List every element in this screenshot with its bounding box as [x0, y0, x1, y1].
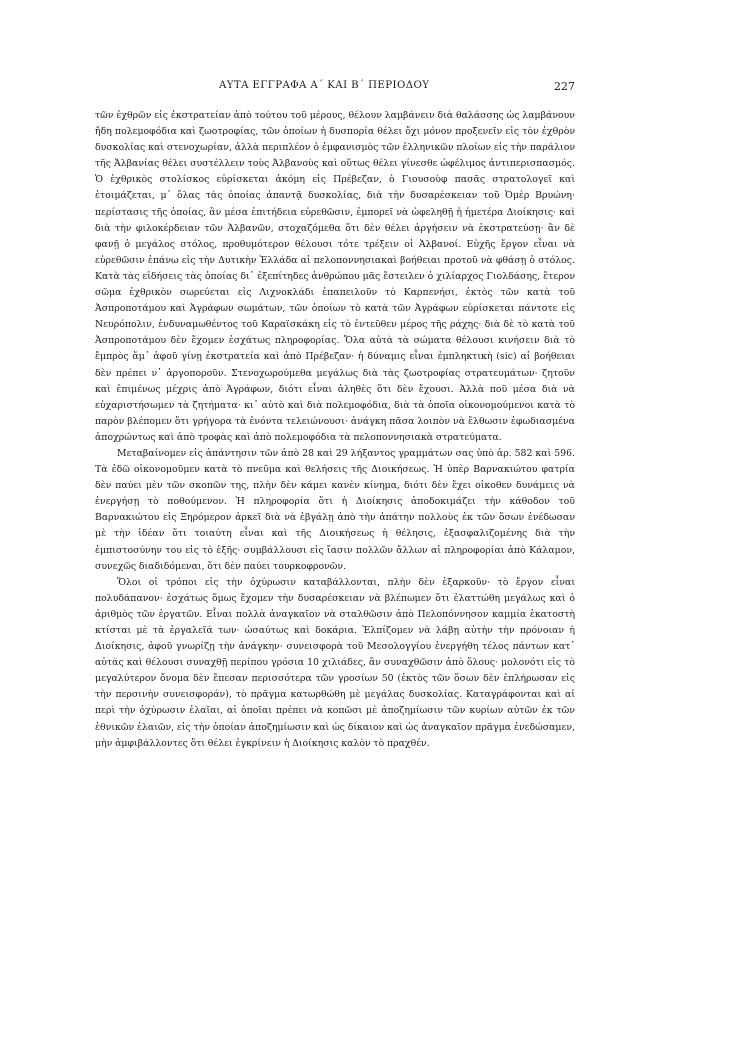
paragraph-3: Ὅλοι οἱ τρόποι εἰς τὴν ὀχύρωσιν καταβάλλονται, πλὴν δὲν ἐξαρκοῦν· τὸ ἔργον εἶναι πολυδάπανον· ἐσχάτως ὅμως ἔχομεν τὴν δυσαρέσκειαν νὰ βλέπωμεν ὅτι ἐλαττώθη μεγάλως καὶ ὁ ἀριθμὸς τῶν ἐργατῶν. Εἶναι πολλὰ ἀναγκαῖον νὰ σταλθῶσιν ἀπὸ Πελοπόννησον καμμία ἑκατοστὴ κτίσται μὲ τὰ ἐργαλεῖά των· ὡσαύτως καὶ δοκάρια. Ἐλπίζομεν νὰ λάβῃ αὐτὴν τὴν πρόνοιαν ἡ Διοίκησις, ἀφοῦ γνωρίζῃ τὴν ἀνάγκην· συνεισφορὰ τοῦ Μεσολογγίου ἐνεργήθη τέλος πάντων κατ᾽ αὐτὰς καὶ θέλουσι συναχθῇ περίπου γρόσια 10 χιλιάδες, ἂν συναχθῶσιν ἀπὸ ὅλους· μολονότι εἰς τὸ μεγαλύτερον ὄνομα δὲν ἔπεσαν περισσότερα τῶν γροσίων 50 (ἐκτὸς τῶν ὅσων δὲν ἐπλήρωσαν εἰς τὴν περσινὴν συνεισφοράν), τὸ πρᾶγμα κατωρθώθη μὲ μεγάλας δυσκολίας. Καταγράφονται καὶ αἱ περὶ τὴν ὀχύρωσιν ἐλαῖαι, αἱ ὁποῖαι πρέπει νὰ κοπῶσι μὲ ἀποζημίωσιν τῶν κυρίων αὐτῶν ἐκ τῶν ἐθνικῶν ἐλαιῶν, εἰς τὴν ὁποίαν ἀποζημίωσιν καὶ ὡς δίκαιον καὶ ὡς ἀναγκαῖον πρᾶγμα ἐνεδώσαμεν, μὴν ἀμφιβάλλοντες ὅτι θέλει ἐγκρίνειν ἡ Διοίκησις καλὸν τὸ πραχθέν.: [95, 576, 575, 749]
page-number: 227: [554, 80, 575, 93]
paragraph-1: τῶν ἐχθρῶν εἰς ἐκστρατείαν ἀπὸ τούτου τοῦ μέρους, θέλουν λαμβάνειν διὰ θαλάσσης ὡς λαμβάνουν ἤδη πολεμοφόδια καὶ ζωοτροφίας, τῶν ὁποίων ἡ δυσπορία θέλει ὄχι μόνον προξενεῖν εἰς τὸν ἐχθρὸν δυσκολίας καὶ στενοχωρίαν, ἀλλὰ περιπλέον ὁ ἐμφανισμὸς τῶν ἑλληνικῶν πλοίων εἰς τὴν παράλιον τῆς Ἀλβανίας θέλει συστέλλειν τοὺς Ἀλβανοὺς καὶ οὕτως θέλει γίνεσθε ὠφέλιμος ἀντιπερισπασμός. Ὁ ἐχθρικὸς στολίσκος εὑρίσκεται ἀκόμη εἰς Πρέβεζαν, ὁ Γιουσοὺφ πασᾶς στρατολογεῖ καὶ ἑτοιμάζεται, μ᾽ ὅλας τὰς ὁποίας ἀπαντᾷ δυσκολίας, διὰ τὴν δυσαρέσκειαν τοῦ Ὀμὲρ Βρυώνη· περίστασις τῆς ὁποίας, ἂν μέσα ἐπιτήδεια εὑρεθῶσιν, ἐμπορεῖ νὰ ὠφεληθῇ ἡ ἡμετέρα Διοίκησις· καὶ διὰ τὴν φιλοκέρδειαν τῶν Ἀλβανῶν, στοχαζόμεθα ὅτι δὲν θέλει ἀργήσειν νὰ ἐκστρατεύσῃ· ἂν δὲ φανῇ ὁ μεγάλος στόλος, προθυμότερον θέλουσι τότε τρέξειν οἱ Ἀλβανοί. Εὐχῆς ἔργον εἶναι νὰ εὑρεθῶσιν ἐπάνω εἰς τὴν Δυτικὴν Ἑλλάδα αἱ πελοποννησιακαὶ βοήθειαι προτοῦ νὰ φθάσῃ ὁ στόλος. Κατὰ τὰς εἰδήσεις τὰς ὁποίας δι᾽ ἐξεπίτηδες ἀνθρώπου μᾶς ἔστειλεν ὁ χιλίαρχος Γιολδάσης, ἕτερον σῶμα ἐχθρικὸν σωρεύεται εἰς Λιχνοκλάδι ἐπαπειλοῦν τὸ Καρπενήσι, ἐκτὸς τῶν κατὰ τοῦ Ἀσπροποτάμου καὶ Ἀγράφων σωμάτων, τῶν ὁποίων τὸ κατὰ τῶν Ἀγράφων εὑρίσκεται πάντοτε εἰς Νευρόπολιν, ἐνδυναμωθέντος τοῦ Καραϊσκάκη εἰς τὸ ἐντεῦθεν μέρος τῆς ράχης· διὰ δὲ τὸ κατὰ τοῦ Ἀσπροποτάμου δὲν ἔχομεν ἐσχάτως πληροφορίας. Ὅλα αὐτὰ τὰ σώματα θέλουσι κινήσειν διὰ τὸ ἔμπρὸς ἅμ᾽ ἀφοῦ γίνῃ ἐκστρατεία καὶ ἀπὸ Πρέβεζαν· ἡ δύναμις εἶναι ἐμπληκτικὴ (sic) αἱ βοήθειαι δὲν πρέπει ν᾽ ἀργοποροῦν. Στενοχωρούμεθα μεγάλως διὰ τὰς ζωοτροφίας στρατευμάτων· ζητοῦν καὶ ἐπιμένως μέχρις ἀπὸ Ἀγράφων, διότι εἶναι ἀληθὲς ὅτι δὲν ἔχουσι. Ἀλλὰ ποῦ μέσα διὰ νὰ εὐχαριστήσωμεν τὰ ζητήματα· κι᾽ αὐτὸ καὶ διὰ πολεμοφόδια, διὰ τὰ ὁποῖα οἰκονομούμενοι κατὰ τὸ παρὸν βλέπομεν ὅτι γρήγορα τὰ ἐνόντα τελειώνουσι· ἀνάγκη πᾶσα λοιπὸν νὰ ἔλθωσιν ἐφωδιασμένα ἀποχρώντως καὶ ἀπὸ τροφὰς καὶ ἀπὸ πολεμοφόδια τὰ πελοποννησιακὰ στρατεύματα.: [95, 110, 575, 443]
document-page: [95, 80, 575, 752]
paragraph-2: Μεταβαίνομεν εἰς ἀπάντησιν τῶν ἀπὸ 28 καὶ 29 λήξαντος γραμμάτων σας ὑπὸ ἀρ. 582 καὶ 596. Τὰ ἐδῶ οἰκονομοῦμεν κατὰ τὸ πνεῦμα καὶ θελήσεις τῆς Διοικήσεως. Ἡ ὑπὲρ Βαρνακιώτου φατρία δὲν παύει μὲν τῶν σκοπῶν της, πλὴν δὲν κάμει κανὲν κίνημα, διότι δὲν ἔχει οἰκοθεν δυνάμεις νὰ ἐνεργήσῃ τὸ ποθούμενον. Ἡ πληροφορία ὅτι ἡ Διοίκησις ἀποδοκιμάζει τὴν κάθοδον τοῦ Βαρνακιώτου εἰς Ξηρόμερον ἀρκεῖ διὰ νὰ ἐβγάλῃ ἀπὸ τὴν ἀπάτην πολλοὺς ἐκ τῶν ὅσων ἐνέδωσαν μὲ τὴν ἰδέαν ὅτι τοιαύτη εἶναι καὶ τῆς Διοικήσεως ἡ θέλησις, ἐξασφαλιζομένης διὰ τὴν ἐμπιστοσύνην του εἰς τὸ ἑξῆς· συμβάλλουσι εἰς ἴασιν πολλῶν ἄλλων αἱ πληροφορίαι ἀπὸ Κάλαμον, συνεχῶς διαδιδόμεναι, ὅτι δὲν παύει τουρκοφρονῶν.: [95, 447, 575, 572]
page-header: [95, 80, 575, 96]
running-head: ΑΥΤΑ ΕΓΓΡΑΦΑ Α΄ ΚΑΙ Β΄ ΠΕΡΙΟΔΟΥ: [219, 80, 430, 91]
body-text: [95, 108, 575, 752]
